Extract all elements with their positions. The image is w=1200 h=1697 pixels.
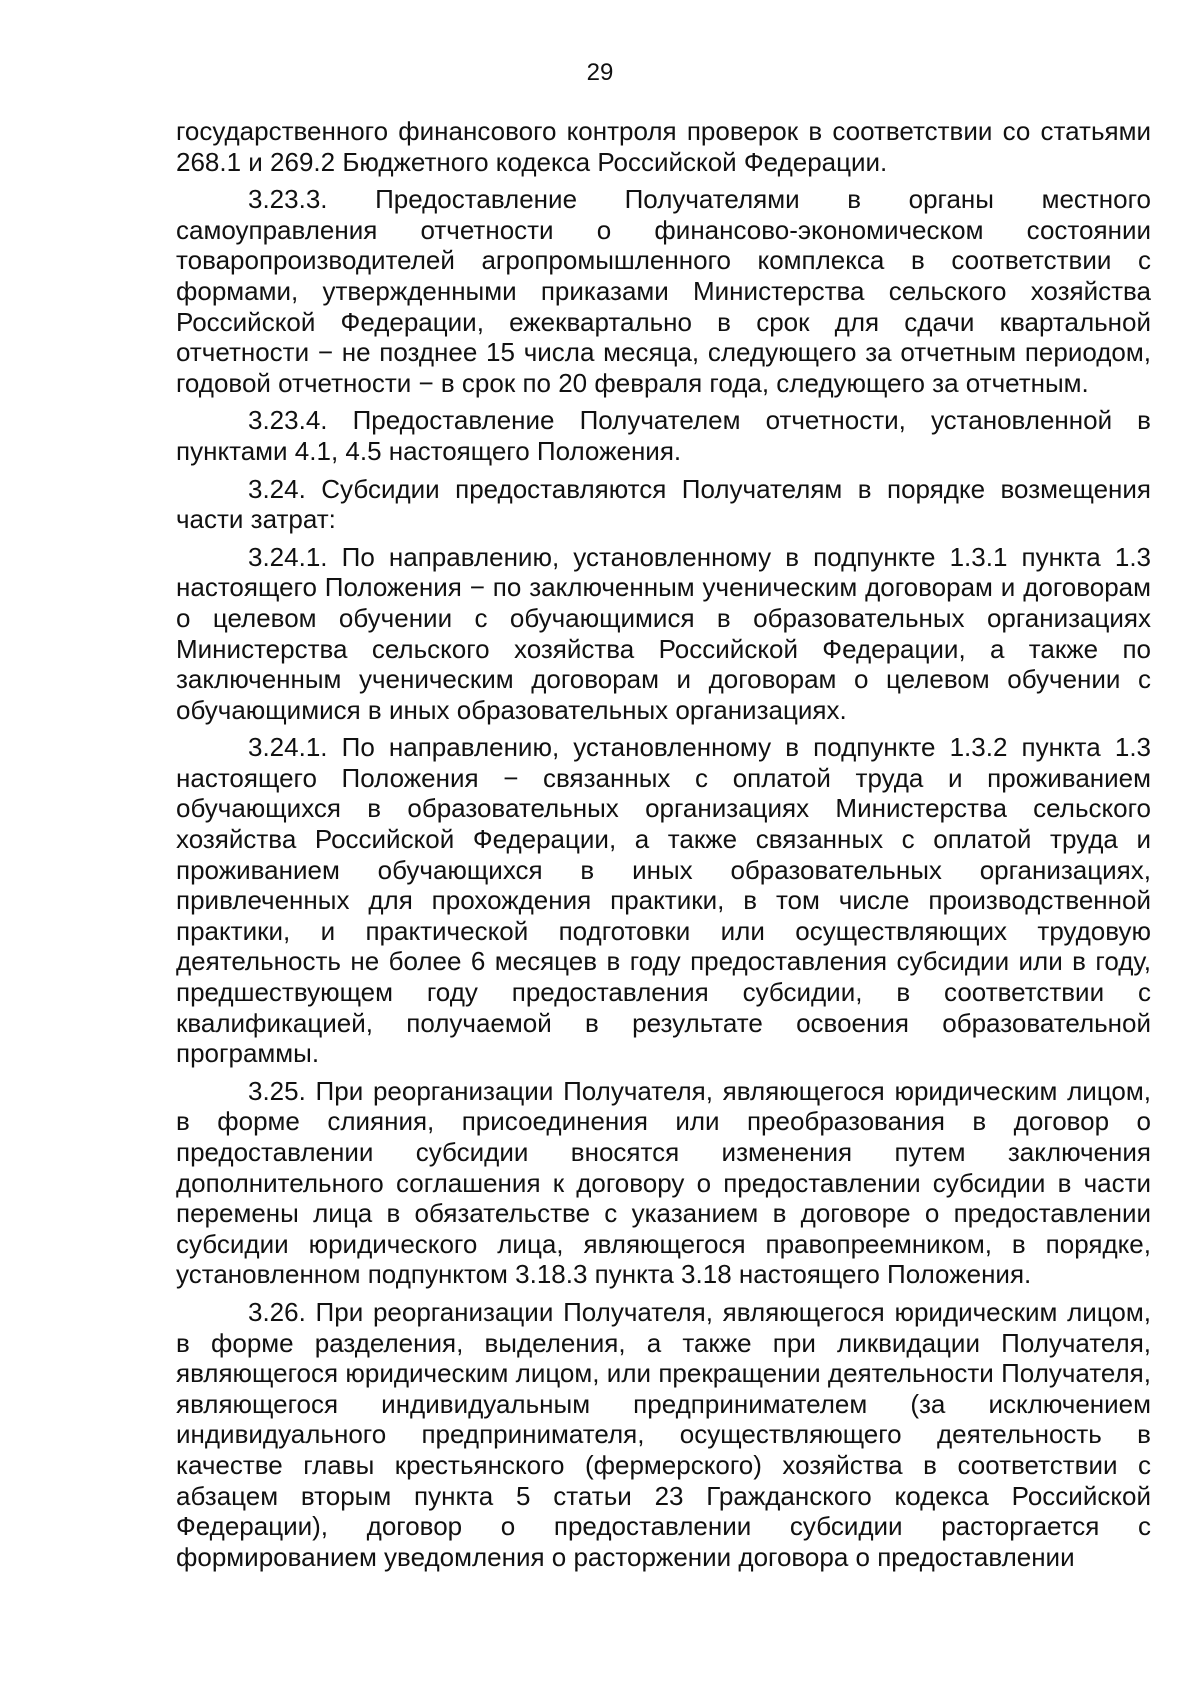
document-body <box>176 116 1151 1579</box>
paragraph: 3.24.1. По направлению, установленному в подпункте 1.3.2 пункта 1.3 настоящего Положения − связанных с оплатой труда и проживанием обучающихся в образовательных организациях Министерства сельского хозяйства Российской Федерации, а также связанных с оплатой труда и проживанием обучающихся в иных образовательных организациях, привлеченных для прохождения практики, в том числе производственной практики, и практической подготовки или осуществляющих трудовую деятельность не более 6 месяцев в году предоставления субсидии или в году, предшествующем году предоставления субсидии, в соответствии с квалификацией, получаемой в результате освоения образовательной программы. <box>176 732 1151 1069</box>
paragraph: 3.25. При реорганизации Получателя, являющегося юридическим лицом, в форме слияния, присоединения или преобразования в договор о предоставлении субсидии вносятся изменения путем заключения дополнительного соглашения к договору о предоставлении субсидии в части перемены лица в обязательстве с указанием в договоре о предоставлении субсидии юридического лица, являющегося правопреемником, в порядке, установленном подпунктом 3.18.3 пункта 3.18 настоящего Положения. <box>176 1075 1151 1290</box>
paragraph: 3.23.4. Предоставление Получателем отчетности, установленной в пунктами 4.1, 4.5 настоящего Положения. <box>176 405 1151 466</box>
paragraph: государственного финансового контроля проверок в соответствии со статьями 268.1 и 269.2 Бюджетного кодекса Российской Федерации. <box>176 116 1151 177</box>
page-number: 29 <box>586 59 614 86</box>
paragraph: 3.24. Субсидии предоставляются Получателям в порядке возмещения части затрат: <box>176 473 1151 535</box>
paragraph: 3.23.3. Предоставление Получателями в органы местного самоуправления отчетности о финансово-экономическом состоянии товаропроизводителей агропромышленного комплекса в соответствии с формами, утвержденными приказами Министерства сельского хозяйства Российской Федерации, ежеквартально в срок для сдачи квартальной отчетности − не позднее 15 числа месяца, следующего за отчетным периодом, годовой отчетности − в срок по 20 февраля года, следующего за отчетным. <box>176 184 1151 398</box>
paragraph: 3.24.1. По направлению, установленному в подпункте 1.3.1 пункта 1.3 настоящего Положения − по заключенным ученическим договорам и договорам о целевом обучении с обучающимися в образовательных организациях Министерства сельского хозяйства Российской Федерации, а также по заключенным ученическим договорам и договорам о целевом обучении с обучающимися в иных образовательных организациях. <box>176 541 1151 725</box>
paragraph: 3.26. При реорганизации Получателя, являющегося юридическим лицом, в форме разделения, выделения, а также при ликвидации Получателя, являющегося юридическим лицом, или прекращении деятельности Получателя, являющегося индивидуальным предпринимателем (за исключением индивидуального предпринимателя, осуществляющего деятельность в качестве главы крестьянского (фермерского) хозяйства в соответствии с абзацем вторым пункта 5 статьи 23 Гражданского кодекса Российской Федерации), договор о предоставлении субсидии расторгается с формированием уведомления о расторжении договора о предоставлении <box>176 1296 1151 1572</box>
